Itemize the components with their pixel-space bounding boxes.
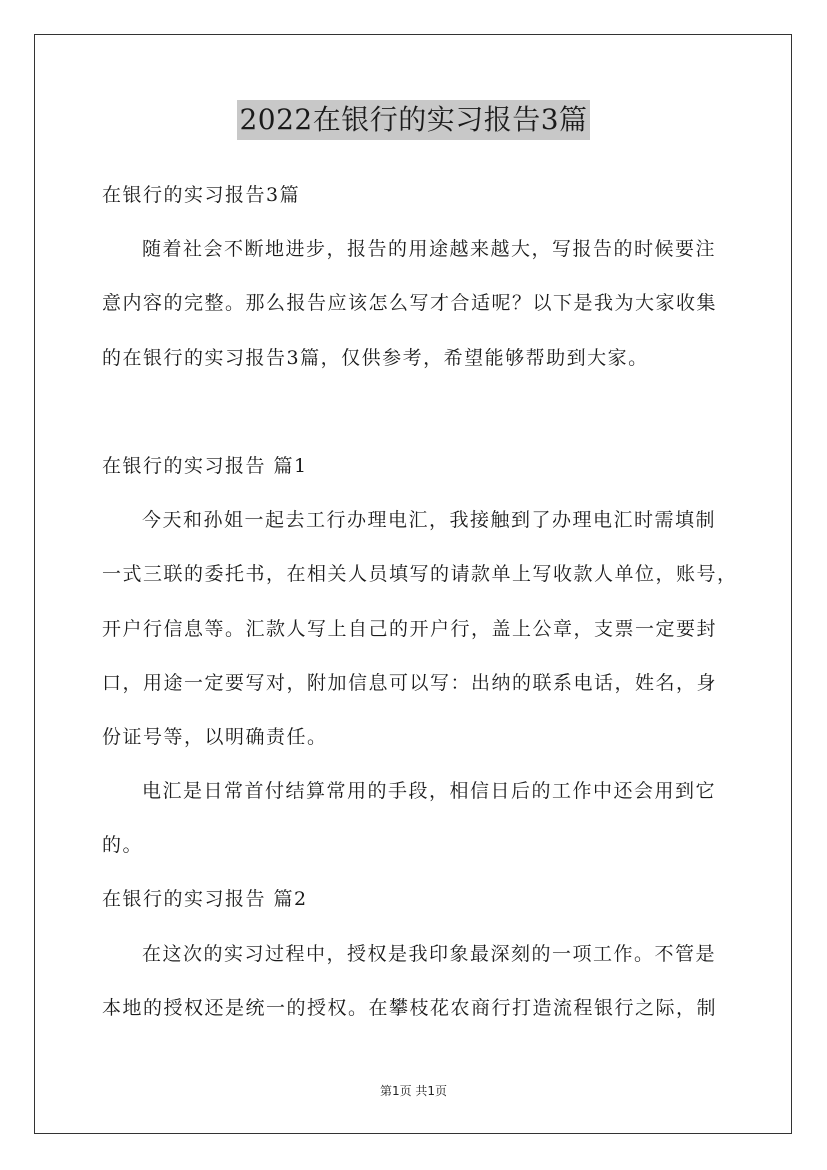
section1-para2-line: 电汇是日常首付结算常用的手段，相信日后的工作中还会用到它 xyxy=(142,780,717,803)
document-body xyxy=(102,168,738,1035)
section2-para1-line: 本地的授权还是统一的授权。在攀枝花农商行打造流程银行之际，制 xyxy=(102,996,718,1019)
page-footer: 第1页 共1页 xyxy=(379,1084,448,1098)
document-subtitle: 在银行的实习报告3篇 xyxy=(102,184,301,206)
section1-para1-line: 开户行信息等。汇款人写上自己的开户行，盖上公章，支票一定要封 xyxy=(102,617,718,640)
document-title: 2022在银行的实习报告3篇 xyxy=(237,100,589,140)
section1-heading: 在银行的实习报告 篇1 xyxy=(102,454,308,477)
section2-heading: 在银行的实习报告 篇2 xyxy=(102,888,308,911)
section1-para1-line: 份证号等，以明确责任。 xyxy=(102,725,328,748)
section1-para1-line: 一式三联的委托书，在相关人员填写的请款单上写收款人单位，账号， xyxy=(102,563,738,586)
intro-line: 随着社会不断地进步，报告的用途越来越大，写报告的时候要注 xyxy=(142,238,717,261)
intro-line: 的在银行的实习报告3篇，仅供参考，希望能够帮助到大家。 xyxy=(102,346,649,369)
paragraph-gap xyxy=(102,385,726,439)
section1-para1-line: 口，用途一定要写对，附加信息可以写：出纳的联系电话，姓名，身 xyxy=(102,671,718,694)
intro-line: 意内容的完整。那么报告应该怎么写才合适呢？以下是我为大家收集 xyxy=(102,292,718,315)
section1-para1-line: 今天和孙姐一起去工行办理电汇，我接触到了办理电汇时需填制 xyxy=(142,509,717,532)
section1-para2-line: 的。 xyxy=(102,834,144,857)
title-container xyxy=(0,100,827,140)
section2-para1-line: 在这次的实习过程中，授权是我印象最深刻的一项工作。不管是 xyxy=(142,942,717,965)
